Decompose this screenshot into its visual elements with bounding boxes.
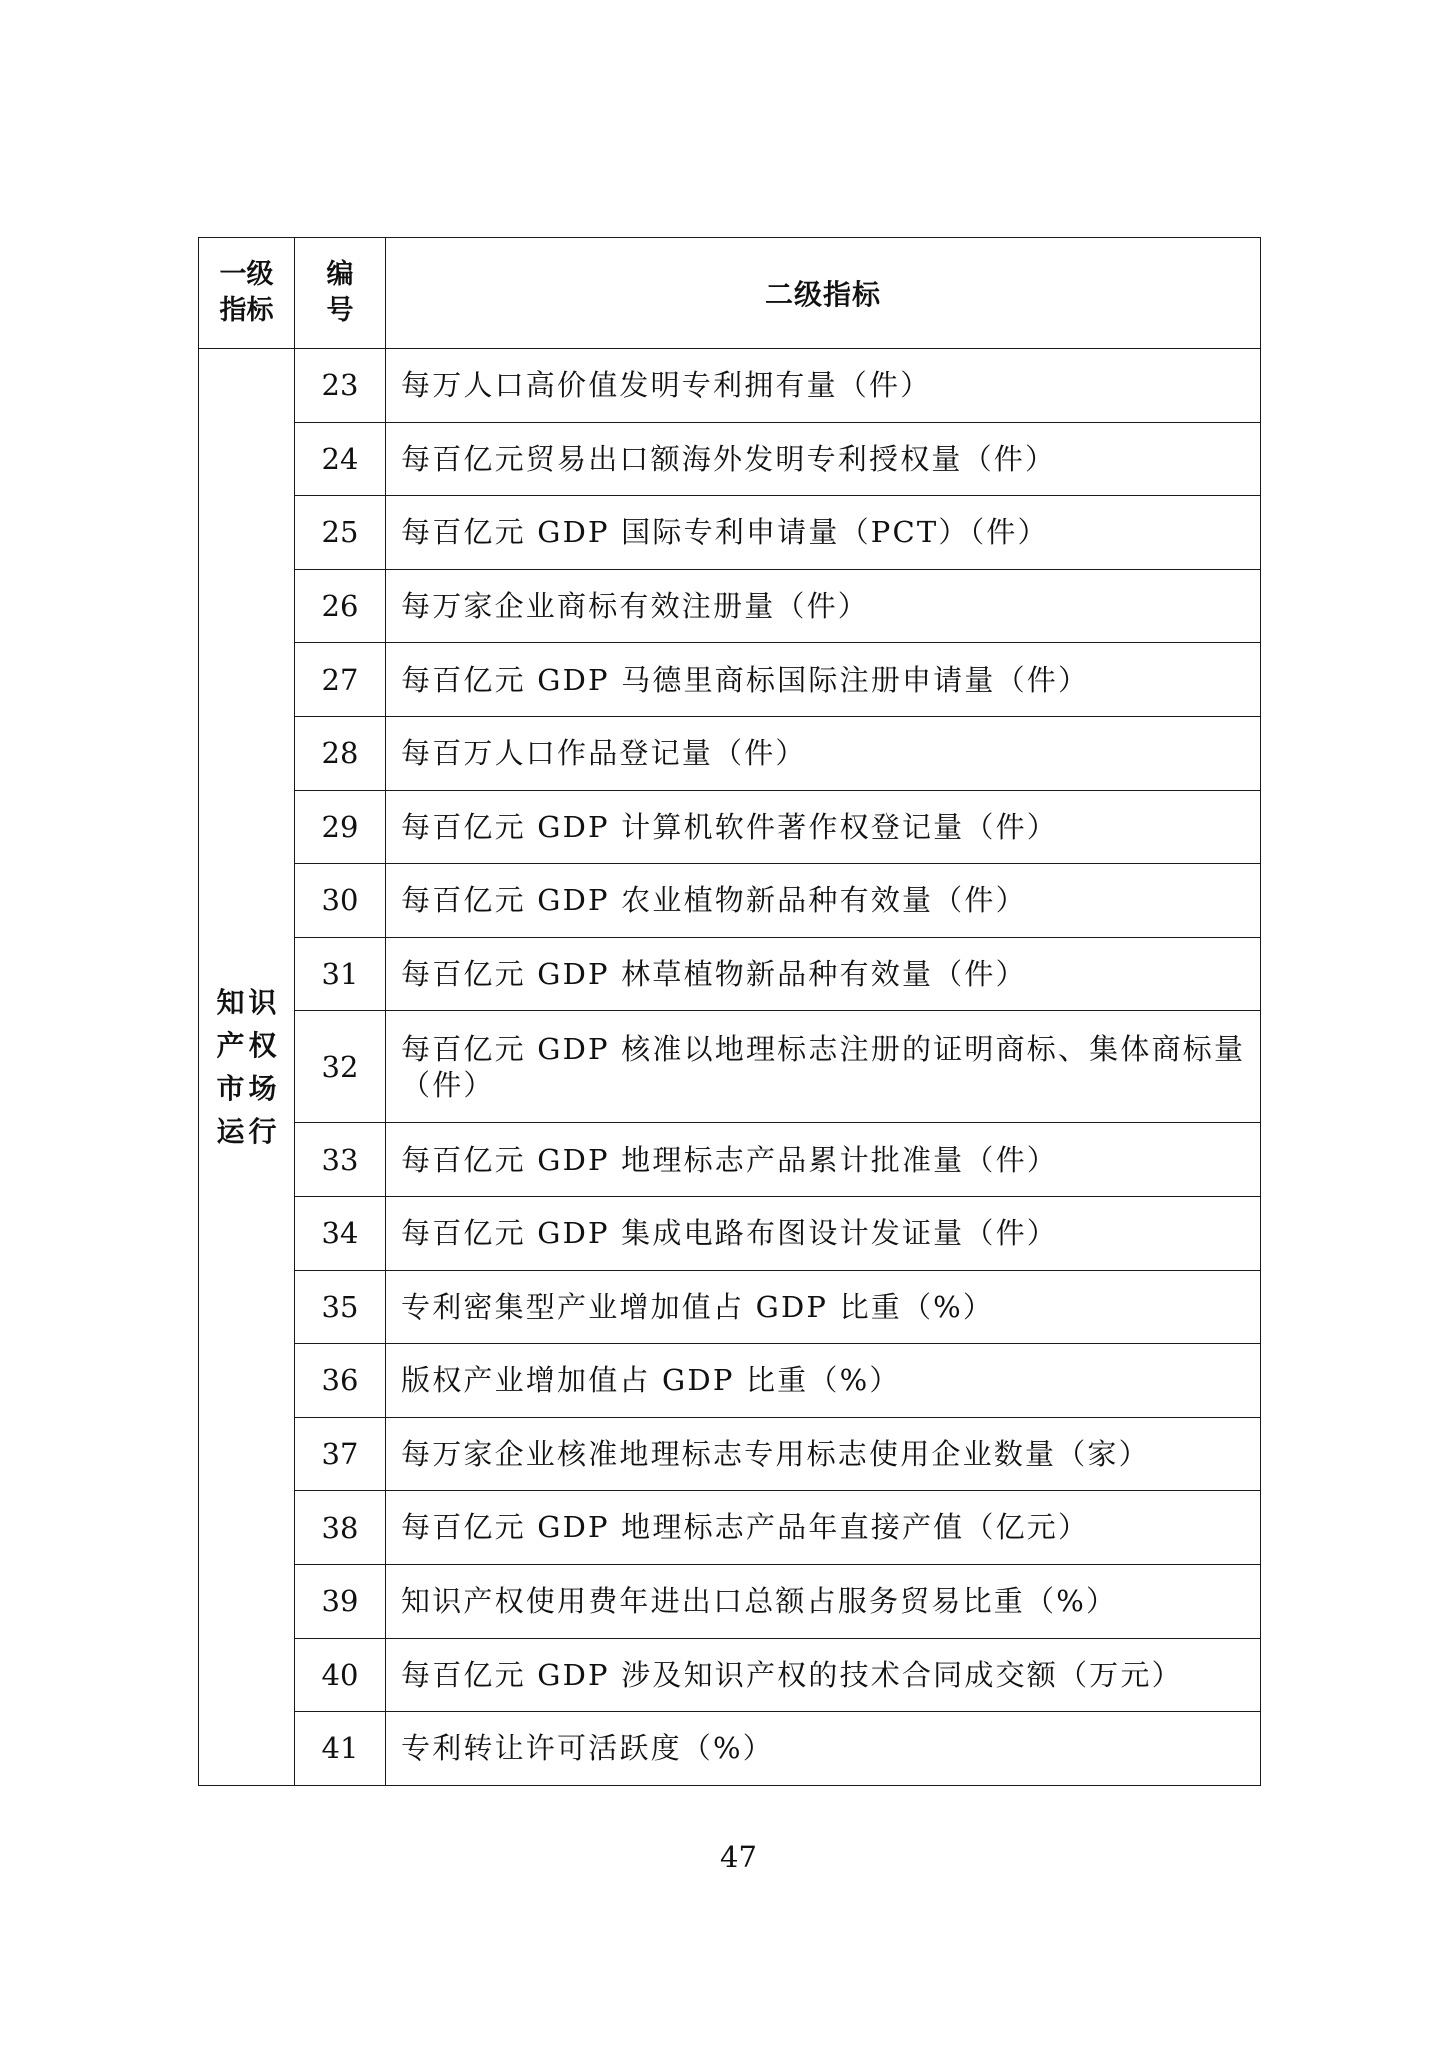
- category-cell: [199, 349, 295, 1786]
- table-row: [199, 1123, 1261, 1197]
- indicator-number: 24: [295, 422, 386, 496]
- table-row: [199, 1712, 1261, 1786]
- indicator-number: 23: [295, 349, 386, 423]
- table-header-row: [199, 238, 1261, 349]
- indicator-number: 36: [295, 1344, 386, 1418]
- indicator-name: 每百亿元 GDP 集成电路布图设计发证量（件）: [386, 1196, 1261, 1270]
- indicator-name: 每百亿元 GDP 马德里商标国际注册申请量（件）: [386, 643, 1261, 717]
- indicator-number: 35: [295, 1270, 386, 1344]
- table-row: [199, 1417, 1261, 1491]
- indicator-name: 每万家企业核准地理标志专用标志使用企业数量（家）: [386, 1417, 1261, 1491]
- table-row: [199, 1344, 1261, 1418]
- indicator-name: 每百亿元 GDP 农业植物新品种有效量（件）: [386, 864, 1261, 938]
- header-indicator: 二级指标: [386, 238, 1261, 349]
- indicator-number: 27: [295, 643, 386, 717]
- page-number: 47: [720, 1840, 757, 1874]
- table-row: [199, 422, 1261, 496]
- table-row: [199, 1196, 1261, 1270]
- indicator-name: 每百亿元 GDP 国际专利申请量（PCT）（件）: [386, 496, 1261, 570]
- indicator-name: 每百万人口作品登记量（件）: [386, 716, 1261, 790]
- category-label: 知识产权市场运行: [216, 985, 281, 1148]
- table-row: [199, 1638, 1261, 1712]
- indicator-number: 26: [295, 569, 386, 643]
- table-row: [199, 496, 1261, 570]
- indicator-number: 25: [295, 496, 386, 570]
- indicator-number: 29: [295, 790, 386, 864]
- indicator-name: 每百亿元 GDP 林草植物新品种有效量（件）: [386, 937, 1261, 1011]
- table-row: [199, 643, 1261, 717]
- header-category: 一级指标: [199, 238, 295, 349]
- indicator-name: 每万家企业商标有效注册量（件）: [386, 569, 1261, 643]
- indicator-name: 每万人口高价值发明专利拥有量（件）: [386, 349, 1261, 423]
- indicator-number: 41: [295, 1712, 386, 1786]
- indicator-number: 28: [295, 716, 386, 790]
- indicator-name: 每百亿元 GDP 核准以地理标志注册的证明商标、集体商标量（件）: [386, 1011, 1261, 1123]
- indicator-table: [198, 237, 1261, 1786]
- table-row: [199, 1491, 1261, 1565]
- indicator-number: 39: [295, 1564, 386, 1638]
- indicator-number: 34: [295, 1196, 386, 1270]
- indicator-number: 31: [295, 937, 386, 1011]
- table-row: [199, 569, 1261, 643]
- indicator-number: 38: [295, 1491, 386, 1565]
- indicator-name: 专利密集型产业增加值占 GDP 比重（%）: [386, 1270, 1261, 1344]
- table-row: [199, 1011, 1261, 1123]
- table-row: [199, 1564, 1261, 1638]
- indicator-number: 32: [295, 1011, 386, 1123]
- indicator-name: 每百亿元 GDP 涉及知识产权的技术合同成交额（万元）: [386, 1638, 1261, 1712]
- table-body: [199, 349, 1261, 1786]
- table-row: [199, 937, 1261, 1011]
- table-row: [199, 716, 1261, 790]
- indicator-name: 版权产业增加值占 GDP 比重（%）: [386, 1344, 1261, 1418]
- indicator-name: 每百亿元贸易出口额海外发明专利授权量（件）: [386, 422, 1261, 496]
- indicator-number: 33: [295, 1123, 386, 1197]
- header-number: 编号: [295, 238, 386, 349]
- indicator-number: 40: [295, 1638, 386, 1712]
- indicator-name: 专利转让许可活跃度（%）: [386, 1712, 1261, 1786]
- indicator-name: 知识产权使用费年进出口总额占服务贸易比重（%）: [386, 1564, 1261, 1638]
- table-row: [199, 790, 1261, 864]
- table-row: [199, 1270, 1261, 1344]
- indicator-name: 每百亿元 GDP 地理标志产品累计批准量（件）: [386, 1123, 1261, 1197]
- indicator-number: 37: [295, 1417, 386, 1491]
- indicator-name: 每百亿元 GDP 计算机软件著作权登记量（件）: [386, 790, 1261, 864]
- indicator-number: 30: [295, 864, 386, 938]
- table-row: [199, 349, 1261, 423]
- table-row: [199, 864, 1261, 938]
- indicator-name: 每百亿元 GDP 地理标志产品年直接产值（亿元）: [386, 1491, 1261, 1565]
